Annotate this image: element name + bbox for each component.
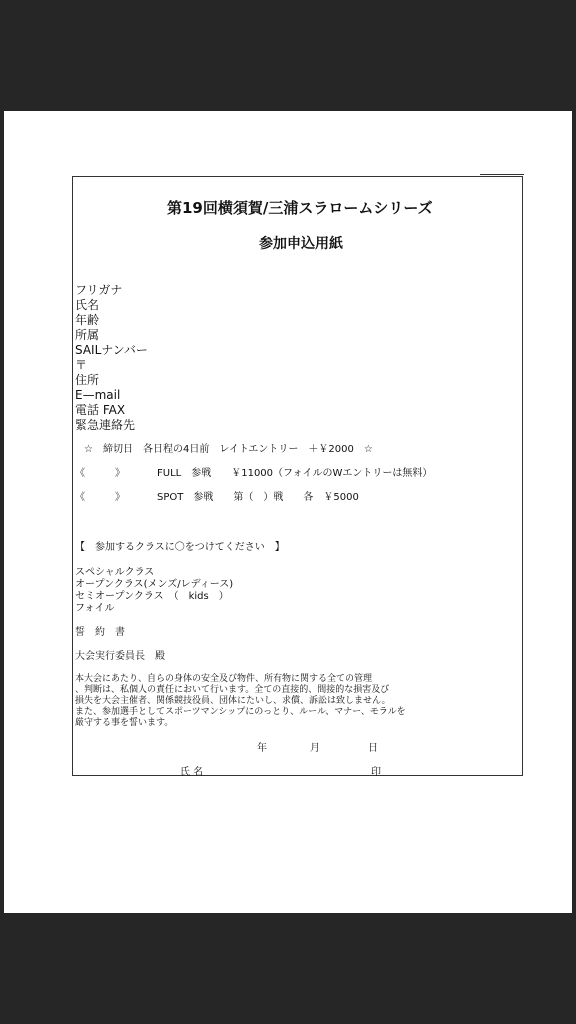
class-instruction: 【 参加するクラスに〇をつけてください 】 xyxy=(75,542,285,553)
field-postal: 〒 xyxy=(75,358,88,372)
date-day: 日 xyxy=(368,743,378,754)
pledge-line: 、判断は、私個人の責任において行います。全ての直接的、間接的な損害及び xyxy=(75,685,390,695)
field-affiliation: 所属 xyxy=(75,328,100,342)
field-name: 氏名 xyxy=(75,298,100,312)
document-page xyxy=(4,111,572,913)
pledge-line: 厳守する事を誓います。 xyxy=(75,718,174,728)
class-special: スペシャルクラス xyxy=(75,567,155,578)
entry-spot-text: SPOT 参戦 第（ ）戦 各 ￥5000 xyxy=(157,492,359,503)
class-foil: フォイル xyxy=(75,603,115,614)
entry-full-bracket: 《 》 xyxy=(75,468,125,479)
deadline-note: ☆ 締切日 各日程の4日前 レイトエントリー ＋￥2000 ☆ xyxy=(84,444,373,455)
field-email: E—mail xyxy=(75,388,121,402)
class-open: オープンクラス(メンズ/レディース) xyxy=(75,579,234,590)
signature-seal-label: 印 xyxy=(371,767,381,778)
date-month: 月 xyxy=(310,743,320,754)
field-furigana: フリガナ xyxy=(75,283,123,297)
signature-name-label: 氏 名 xyxy=(180,767,204,778)
class-semi-open: セミオープンクラス （ kids ） xyxy=(75,591,229,602)
form-title: 第19回横須賀/三浦スラロームシリーズ xyxy=(167,199,433,217)
pledge-line: また、参加選手としてスポーツマンシップにのっとり、ルール、マナー、モラルを xyxy=(75,707,406,717)
entry-full-text: FULL 参戦 ￥11000（フォイルのWエントリーは無料） xyxy=(157,468,433,479)
field-age: 年齢 xyxy=(75,313,100,327)
addressee: 大会実行委員長 殿 xyxy=(75,651,165,662)
pledge-title: 誓 約 書 xyxy=(75,627,125,638)
form-border-tab xyxy=(480,174,524,178)
form-subtitle: 参加申込用紙 xyxy=(259,236,343,252)
pledge-line: 本大会にあたり、自らの身体の安全及び物件、所有物に関する全ての管理 xyxy=(75,674,373,684)
entry-spot-bracket: 《 》 xyxy=(75,492,125,503)
field-phone-fax: 電話 FAX xyxy=(75,403,126,417)
date-year: 年 xyxy=(257,743,267,754)
field-address: 住所 xyxy=(75,373,100,387)
field-emergency-contact: 緊急連絡先 xyxy=(75,418,136,432)
pledge-line: 損失を大会主催者、関係競技役員、団体にたいし、求償、訴訟は致しません。 xyxy=(75,696,391,706)
field-sail-number: SAILナンバー xyxy=(75,343,148,357)
